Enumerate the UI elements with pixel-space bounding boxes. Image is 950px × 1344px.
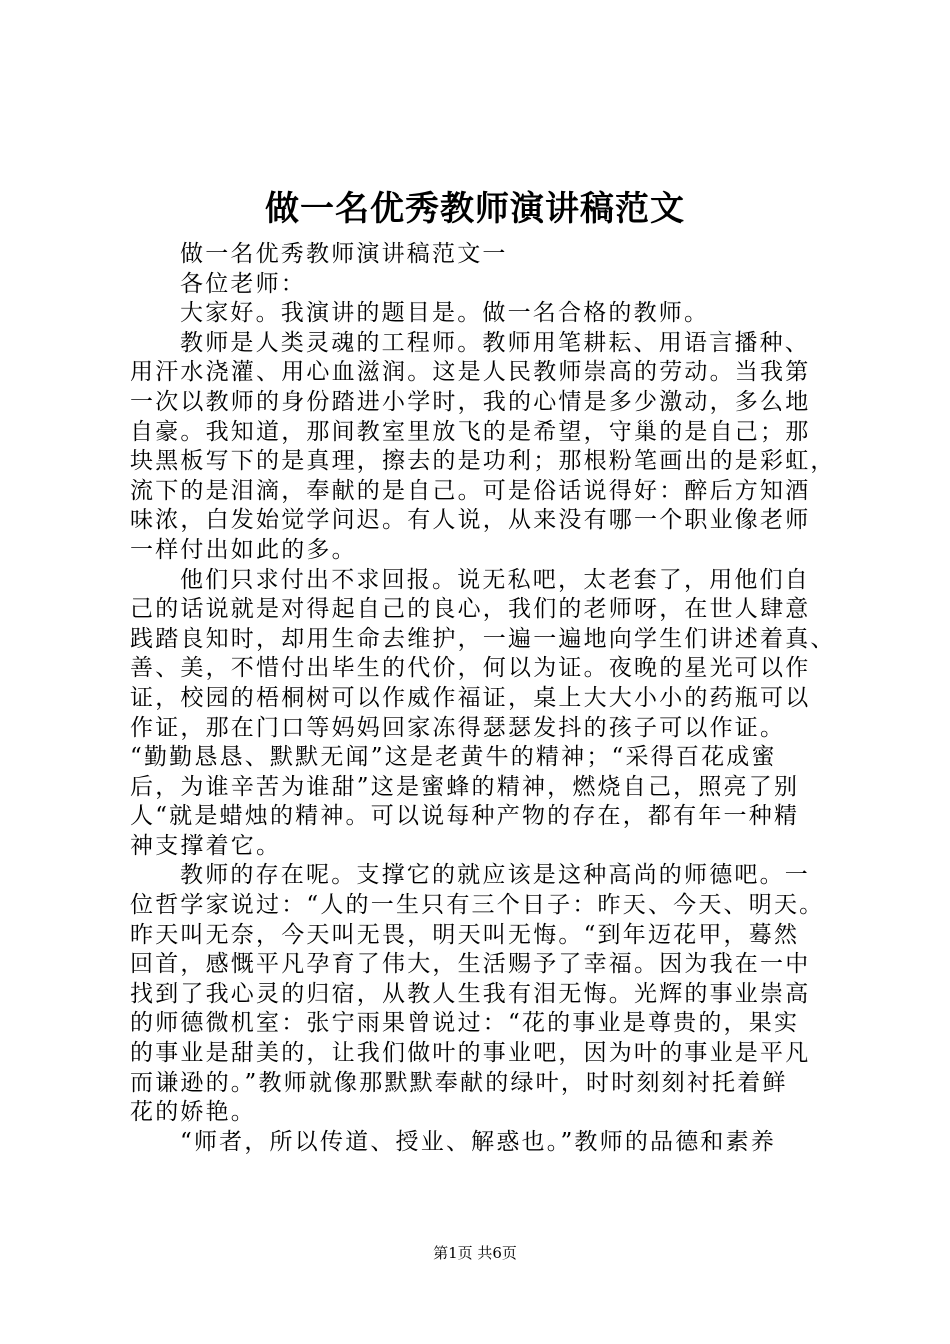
text-line: 善、美，不惜付出毕生的代价，何以为证。夜晚的星光可以作	[130, 655, 811, 682]
text-line: 的事业是甜美的，让我们做叶的事业吧，因为叶的事业是平凡	[130, 1040, 811, 1067]
page-footer: 第1页 共6页	[433, 1244, 517, 1262]
text-line: 回首，感慨平凡孕育了伟大，生活赐予了幸福。因为我在一中	[130, 951, 811, 978]
text-line: 人“就是蜡烛的精神。可以说每种产物的存在，都有年一种精	[130, 803, 800, 830]
text-line: 己的话说就是对得起自己的良心，我们的老师呀，在世人肆意	[130, 596, 811, 623]
text-line: 后，为谁辛苦为谁甜”这是蜜蜂的精神，燃烧自己，照亮了别	[130, 773, 800, 800]
text-line: 找到了我心灵的归宿，从教人生我有泪无悔。光辉的事业崇高	[130, 980, 811, 1007]
text-line: 用汗水浇灌、用心血滋润。这是人民教师崇高的劳动。当我第	[130, 359, 811, 386]
text-line: 一次以教师的身份踏进小学时，我的心情是多少激动，多么地	[130, 388, 811, 415]
text-line: 昨天叫无奈，今天叫无畏，明天叫无悔。“到年迈花甲，蓦然	[130, 921, 800, 948]
text-line: 块黑板写下的是真理，擦去的是功利；那根粉笔画出的是彩虹，	[130, 448, 836, 475]
text-line: 位哲学家说过：“人的一生只有三个日子：昨天、今天、明天。	[130, 892, 825, 919]
document-title: 做一名优秀教师演讲稿范文	[265, 189, 685, 229]
document-body	[130, 240, 836, 1157]
text-line: 流下的是泪滴，奉献的是自己。可是俗话说得好：醉后方知酒	[130, 477, 811, 504]
text-line: 的师德微机室：张宁雨果曾说过：“花的事业是尊贵的，果实	[130, 1010, 800, 1037]
text-line: 教师的存在呢。支撑它的就应该是这种高尚的师德吧。一	[180, 862, 810, 889]
text-line: 而谦逊的。”教师就像那默默奉献的绿叶，时时刻刻衬托着鲜	[130, 1069, 788, 1096]
text-line: 他们只求付出不求回报。说无私吧，太老套了，用他们自	[180, 566, 810, 593]
text-line: 大家好。我演讲的题目是。做一名合格的教师。	[180, 300, 710, 327]
text-line: 神支撑着它。	[130, 832, 282, 859]
text-line: “师者，所以传道、授业、解惑也。”教师的品德和素养	[180, 1128, 777, 1155]
text-line: 做一名优秀教师演讲稿范文一	[180, 241, 508, 267]
text-line: 一样付出如此的多。	[130, 536, 357, 563]
text-line: 践踏良知时，却用生命去维护，一遍一遍地向学生们讲述着真、	[130, 625, 836, 652]
text-line: 味浓，白发始觉学问迟。有人说，从来没有哪一个职业像老师	[130, 507, 811, 534]
text-line: 自豪。我知道，那间教室里放飞的是希望，守巢的是自己；那	[130, 418, 811, 445]
text-line: 各位老师：	[180, 270, 306, 297]
text-line: 作证，那在门口等妈妈回家冻得瑟瑟发抖的孩子可以作证。	[130, 714, 786, 741]
text-line: “勤勤恳恳、默默无闻”这是老黄牛的精神；“采得百花成蜜	[130, 744, 777, 771]
text-line: 花的娇艳。	[130, 1099, 256, 1126]
text-line: 教师是人类灵魂的工程师。教师用笔耕耘、用语言播种、	[180, 329, 810, 356]
text-line: 证，校园的梧桐树可以作威作福证，桌上大大小小的药瓶可以	[130, 684, 811, 711]
